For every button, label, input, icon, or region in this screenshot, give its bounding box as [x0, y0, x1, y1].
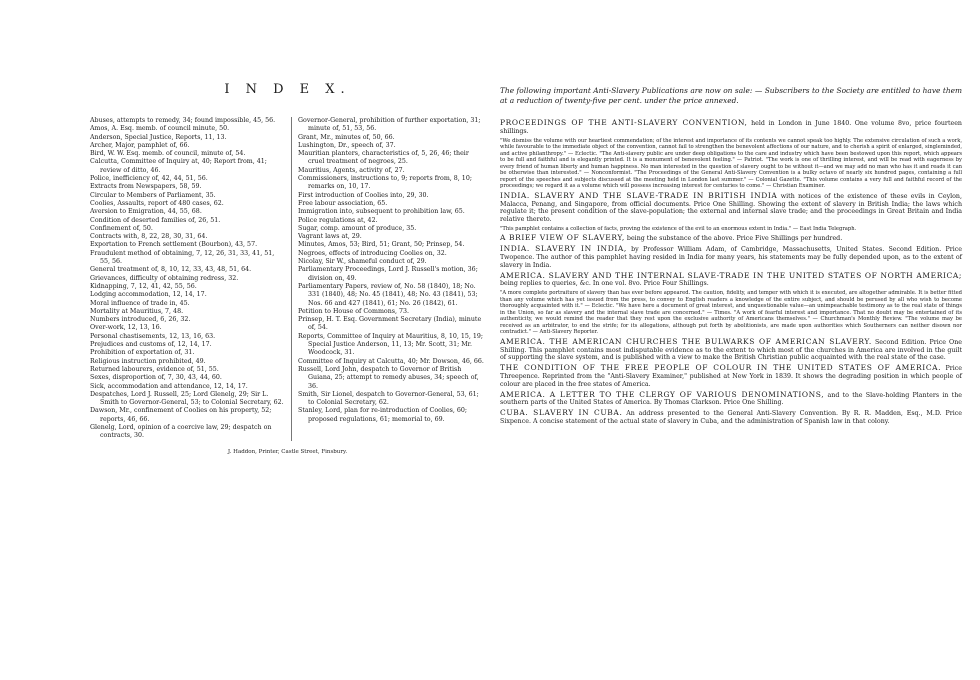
publication-entry [500, 192, 962, 233]
publication-heading: INDIA. SLAVERY AND THE SLAVE-TRADE IN BRITISH INDIA [500, 190, 778, 200]
index-entry: Sick, accommodation and attendance, 12, 14, 17. [90, 382, 248, 390]
index-title: I N D E X. [224, 82, 351, 97]
index-entry: Russell, Lord John, despatch to Governor of British Guiana, 25; attempt to remedy abuses, 34; speech of, 36. [298, 365, 479, 390]
publication-reviews: "A more complete portraiture of slavery than has ever before appeared. The caution, fidelity, and temper with which it is executed, are altogether admirable. It is better fitted than any volume which has yet issued from the press, to convey to English readers a knowledge of the entire subject, and should be perused by all who wish to become thoroughly acquainted with it." — Eclectic. "We have here a document of great interest, and unquestionable value—an unimpeachable testimony as to the real state of things in the Union, so far as slavery and the internal slave trade are concerned." — Times. "A work of fearful interest and importance. That no doubt may be entertained of its authenticity, we would remind the reader that they rest upon the exclusive authority of Americans themselves." — Churchman's Monthly Review. "The volume may be received as an arbitrator, to end the strife; for its allegations, although put forth by abolitionists, are made upon authorities which Southerners can neither disown nor contradict." — Anti-Slavery Reporter. [500, 290, 962, 336]
publication-entry [500, 245, 962, 269]
index-entry: Religious instruction prohibited, 49. [90, 357, 206, 365]
index-entry: Confinement of, 50. [90, 224, 153, 232]
publication-paragraph [500, 245, 962, 269]
publication-entry [500, 234, 962, 243]
index-entry: Mortality at Mauritius, 7, 48. [90, 307, 184, 315]
index-entry: Calcutta, Committee of Inquiry at, 40; Report from, 41; review of ditto, 46. [90, 158, 267, 174]
publication-entry [500, 338, 962, 362]
index-entry: Stanley, Lord, plan for re-introduction of Coolies, 60; proposed regulations, 61; memorial to, 69. [298, 407, 468, 423]
publication-description: Price Threepence. Reprinted from the "Anti-Slavery Examiner," published at New York in 1839. It shows the degrading position in which people of colour are placed in the free states of America. [500, 365, 962, 388]
index-entry: Free labour association, 65. [298, 199, 388, 207]
printer-imprint: J. Haddon, Printer, Castle Street, Finsbury. [227, 448, 348, 455]
index-entry: Extracts from Newspapers, 58, 59. [90, 183, 202, 191]
index-entry: Over-work, 12, 13, 16. [90, 324, 162, 332]
publication-paragraph [500, 364, 962, 388]
publication-description: and to the Slave-holding Planters in the southern parts of the United States of America. By Thomas Clarkson. Price One Shilling. [500, 391, 962, 407]
publication-heading: AMERICA. A LETTER TO THE CLERGY OF VARIOUS DENOMINATIONS, [500, 389, 825, 399]
index-entry: Condition of deserted families of, 26, 51. [90, 216, 221, 224]
index-entry: Prinsep, H. T. Esq. Government Secretary (India), minute of, 54. [298, 316, 482, 332]
publication-entry [500, 409, 962, 426]
index-entry: Despatches, Lord J. Russell, 25; Lord Glenelg, 29; Sir L. Smith to Governor-General, 53; to Colonial Secretary, 62. [90, 390, 284, 407]
index-entry: Petition to House of Commons, 73. [298, 307, 410, 315]
index-entry: Dawson, Mr., confinement of Coolies on his property, 52; reports, 46, 66. [90, 407, 272, 423]
index-entry: Circular to Members of Parliament, 35. [90, 191, 216, 199]
index-entry: Grant, Mr., minutes of, 50, 66. [298, 133, 395, 141]
publication-paragraph [500, 234, 962, 243]
index-entry: Glenelg, Lord, opinion of a coercive law, 29; despatch on contracts, 30. [90, 423, 272, 440]
index-entry: Lushington, Dr., speech of, 37. [298, 141, 396, 149]
publication-description: Second Edition. Price One Shilling. This pamphlet contains most indisputable evidence as to the extent to which most of the churches in America are involved in the guilt of supporting the slave system, and is published with a view to make the British Christian public acquainted with the real state of the case. [500, 338, 962, 362]
publication-heading: AMERICA. THE AMERICAN CHURCHES THE BULWARKS OF AMERICAN SLAVERY. [500, 336, 872, 346]
index-entry: Fraudulent method of obtaining, 7, 12, 26, 31, 33, 41, 51, 55, 56. [90, 249, 275, 266]
publication-paragraph [500, 272, 962, 289]
index-entry: Police regulations at, 42. [298, 216, 378, 224]
index-entry: Grievances, difficulty of obtaining redress, 32. [90, 274, 239, 282]
publication-description: being the substance of the above. Price Five Shillings per hundred. [626, 235, 843, 243]
index-entry: Aversion to Emigration, 44, 55, 68. [90, 208, 202, 216]
index-entry: Negroes, effects of introducing Coolies on, 32. [298, 249, 447, 257]
publication-paragraph [500, 119, 962, 136]
publication-entry [500, 119, 962, 190]
index-entry: Anderson, Special Justice, Reports, 11, 13. [90, 133, 227, 141]
index-entry: Numbers introduced, 6, 26, 32. [90, 316, 191, 324]
index-entry: Coolies, Assaults, report of 480 cases, 62. [90, 199, 224, 207]
index-entry: Reports, Committee of Inquiry at Mauritius, 8, 10, 15, 19; Special Justice Anderson, 11, 13; Mr. Scott, 31; Mr. Woodcock, 31. [298, 332, 484, 357]
index-entry: Archer, Major, pamphlet of, 66. [90, 141, 190, 149]
index-entry: Immigration into, subsequent to prohibition law, 65. [298, 208, 465, 216]
index-entry: Personal chastisements, 12, 13, 16, 63. [90, 332, 216, 340]
index-entry: Prohibition of exportation of, 31. [90, 349, 195, 357]
index-entry: Kidnapping, 7, 12, 41, 42, 55, 56. [90, 282, 197, 290]
publications-page [500, 60, 962, 660]
index-entry: Amos, A. Esq. memb. of council minute, 50. [90, 125, 230, 133]
publication-heading: A BRIEF VIEW OF SLAVERY, [500, 233, 625, 243]
publications-notice: The following important Anti-Slavery Publications are now on sale: — Subscribers to the Society are entitled to have them at a reduction of twenty-five per cent. under the price annexed. [500, 86, 962, 105]
index-entry: Parliamentary Proceedings, Lord J. Russell's motion, 36; division on, 49. [298, 266, 478, 282]
publication-heading: AMERICA. SLAVERY AND THE INTERNAL SLAVE-TRADE IN THE UNITED STATES OF NORTH AMERICA; [500, 270, 962, 280]
publication-paragraph [500, 391, 962, 408]
index-entry: First introduction of Coolies into, 29, 30. [298, 191, 429, 199]
publication-description: An address presented to the General Anti-Slavery Convention. By R. R. Madden, Esq., M.D. Price Sixpence. A concise statement of the actual state of slavery in Cuba, and the administration of Spanish law in that colony. [500, 410, 962, 425]
publication-heading: CUBA. SLAVERY IN CUBA. [500, 408, 623, 418]
index-entry: Contracts with, 8, 22, 28, 30, 31, 64. [90, 233, 208, 241]
publication-description: by Professor William Adam, of Cambridge, Massachusetts, United States. Second Edition. Price Twopence. The author of this pamphlet having resided in India for many years, his statements may be fully depended upon, as to the extent of slavery in India. [500, 246, 962, 269]
index-entry: Returned labourers, evidence of, 51, 55. [90, 365, 219, 373]
publication-description: with notices of the existence of these evils in Ceylon, Malacca, Penang, and Singapore, from official documents. Price One Shilling. Showing the extent of slavery in British India; the laws which regulate it; the present condition of the slave-population; the external and internal slave trade; and the proceedings in Great Britain and India relative thereto. [500, 192, 962, 224]
publication-paragraph [500, 409, 962, 426]
index-entry: Committee of Inquiry at Calcutta, 40; Mr. Dowson, 46, 66. [298, 357, 484, 365]
publication-reviews: "We dismiss the volume with our heartiest commendation; of the interest and importance of its contents we cannot speak too highly. The extensive circulation of such a work, while favourable to the immediate object of the convention, cannot fail to strengthen the benevolent affections of our nature, and to cherish a spirit of enlarged, singleminded, and active philanthropy." — Eclectic. "The Anti-slavery public are under deep obligations to the care and industry which have been bestowed upon this report, which appears to be full and faithful and is elegantly printed. It is a monument of benevolent feeling." — Patriot. "The work is one of thrilling interest, and will be read with eagerness by every friend of human liberty and human happiness. No man interested in the question of slavery ought to be without it—and we may add no man who has it and reads it can be otherwise than interested." — Nonconformist. "The Proceedings of the General Anti-Slavery Convention is a bulky octavo of nearly six hundred pages, containing a full report of the speeches and subjects discussed at the meeting held in London last summer." — Colonial Gazette. "This volume contains a very full and faithful record of the proceedings; we regard it as a volume which will possess increasing interest for centuries to come." — Christian Examiner. [500, 137, 962, 190]
index-right-column [291, 117, 484, 441]
index-entry: Abuses, attempts to remedy, 34; found impossible, 45, 56. [90, 117, 276, 124]
publication-entry [500, 364, 962, 388]
publication-heading: PROCEEDINGS OF THE ANTI-SLAVERY CONVENTION, [500, 118, 748, 128]
index-entry: Smith, Sir Lionel, despatch to Governor-General, 53, 61; to Colonial Secretary, 62. [298, 390, 479, 407]
publication-entry [500, 272, 962, 336]
index-entry: Parliamentary Papers, review of, No. 58 (1840), 18; No. 331 (1840), 48; No. 45 (1841), 48; No. 43 (1841), 53; Nos. 66 and 427 (1841), 61; No. 26 (1842), 61. [298, 282, 478, 307]
index-entry: Nicolay, Sir W., shameful conduct of, 29. [298, 258, 427, 266]
publication-entry [500, 391, 962, 408]
index-entry: Vagrant laws at, 29. [298, 233, 362, 241]
publications-list [500, 119, 962, 426]
index-entry: Mauritius, Agents, activity of, 27. [298, 166, 405, 174]
index-entry: General treatment of, 8, 10, 12, 33, 43, 48, 51, 64. [90, 266, 252, 274]
index-left-column [90, 117, 285, 441]
index-page [90, 60, 485, 650]
index-entry: Mauritian planters, characteristics of, 5, 26, 46; their cruel treatment of negroes, 25. [298, 150, 469, 166]
index-entry: Moral influence of trade in, 45. [90, 299, 190, 307]
publication-heading: THE CONDITION OF THE FREE PEOPLE OF COLOUR IN THE UNITED STATES OF AMERICA. [500, 363, 942, 373]
index-entry: Police, inefficiency of, 42, 44, 51, 56. [90, 175, 208, 183]
publication-description: held in London in June 1840. One volume 8vo, price fourteen shillings. [500, 120, 962, 135]
index-entry: Governor-General, prohibition of further exportation, 31; minute of, 51, 53, 56. [298, 117, 481, 133]
index-columns [90, 117, 485, 441]
index-entry: Commissioners, instructions to, 9; reports from, 8, 10; remarks on, 10, 17. [298, 175, 472, 191]
index-entry: Prejudices and customs of, 12, 14, 17. [90, 341, 212, 349]
publication-paragraph [500, 192, 962, 224]
publication-heading: INDIA. SLAVERY IN INDIA, [500, 244, 627, 254]
index-entry: Sugar, comp. amount of produce, 35. [298, 224, 417, 232]
index-entry: Exportation to French settlement (Bourbon), 43, 57. [90, 241, 258, 249]
publication-paragraph [500, 338, 962, 362]
index-entry: Bird, W. W. Esq. memb. of council, minute of, 54. [90, 150, 246, 158]
index-entry: Sexes, disproportion of, 7, 30, 43, 44, 60. [90, 374, 222, 382]
index-entry: Lodging accommodation, 12, 14, 17. [90, 291, 207, 299]
index-entry: Minutes, Amos, 53; Bird, 51; Grant, 50; Prinsep, 54. [298, 241, 465, 249]
publication-reviews: "This pamphlet contains a collection of facts, proving the existence of the evil to an enormous extent in India." — East India Telegraph. [500, 225, 857, 232]
publication-description: being replies to queries, &c. In one vol. 8vo. Price Four Shillings. [500, 280, 709, 288]
